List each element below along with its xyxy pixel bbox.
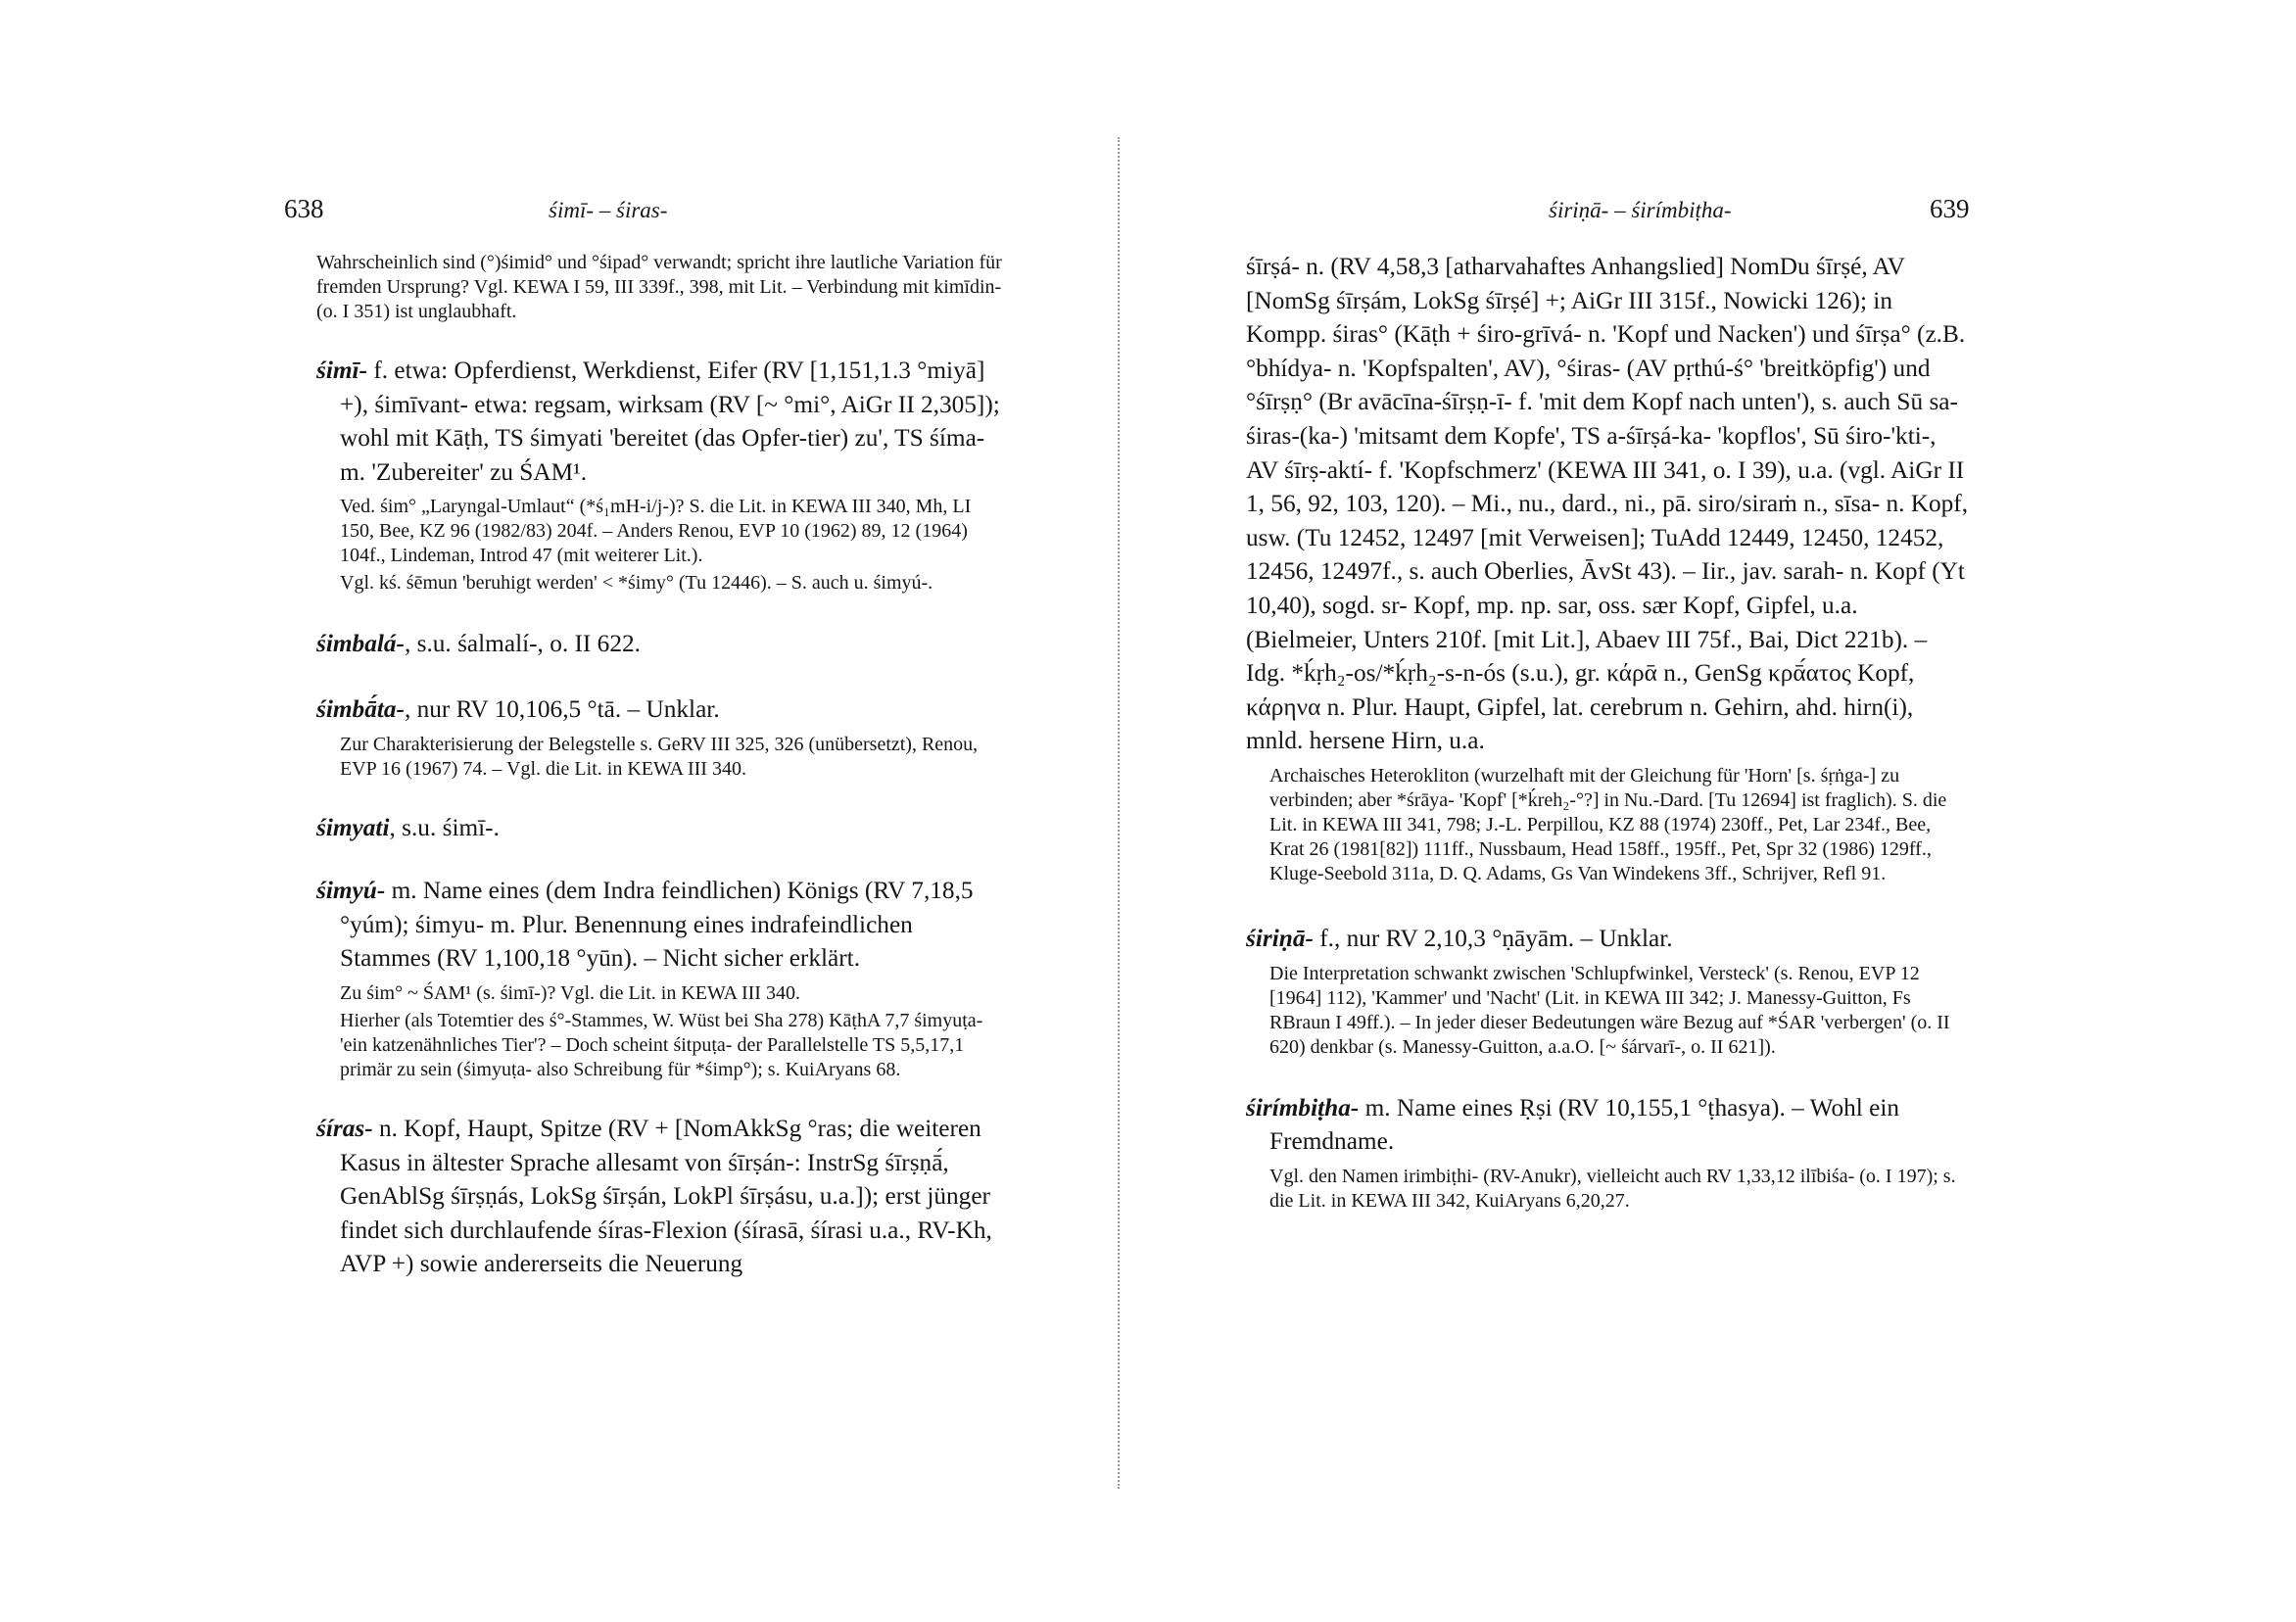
entry-note: Zu śim° ~ ŚAM¹ (s. śimī-)? Vgl. die Lit. in KEWA III 340. xyxy=(340,981,800,1004)
entry-text: m. Name eines (dem Indra feindlichen) Königs (RV 7,18,5 °yúm); śimyu- m. Plur. Benennung eines indrafeindlichen Stammes (RV 1,100,18 °yūn). – Nicht sicher erklärt. xyxy=(340,877,974,973)
page-number: 638 xyxy=(284,194,324,223)
entry-note: Zur Charakterisierung der Belegstelle s. GeRV III 325, 326 (unübersetzt), Renou, EVP 16 (1967) 74. – Vgl. die Lit. in KEWA III 340. xyxy=(340,733,979,780)
entry-text: m. Name eines Ṛṣi (RV 10,155,1 °ṭhasya). – Wohl ein Fremdname. xyxy=(1269,1093,1900,1156)
entry-note: Archaisches Heterokliton (wurzelhaft mit der Gleichung für 'Horn' [s. śṛṅga-] zu verbinden; aber *śrāya- 'Kopf' [*ḱreh₂-°?] in Nu.-Dard. [Tu 12694] ist fraglich). S. die Lit. in KEWA III 341, 798; J.-L. Perpillou, KZ 88 (1974) 230ff., Pet, Lar 234f., Bee, Krat 26 (1981[82]) 111ff., Nussbaum, Head 158ff., 195ff., Pet, Spr 32 (1986) 129ff., Kluge-Seebold 311a, D. Q. Adams, Gs Van Windekens 3ff., Schrijver, Refl 91. xyxy=(1269,764,1947,884)
entry-note: Vgl. den Namen irimbiṭhi- (RV-Anukr), vielleicht auch RV 1,33,12 ilībiśa- (o. I 197); s. die Lit. in KEWA III 342, KuiAryans 6,20,27. xyxy=(1269,1165,1956,1212)
entry-text: , nur RV 10,106,5 °tā. – Unklar. xyxy=(404,694,720,723)
entry-siras-continued xyxy=(1246,250,1969,886)
entry-text: , s.u. śalmalí-, o. II 622. xyxy=(404,630,641,658)
entry-sirina xyxy=(1246,922,1969,1060)
entry-headword: śimbā́ta- xyxy=(316,694,405,723)
entry-headword: śimbalá- xyxy=(316,630,405,658)
entry-headword: śimī- xyxy=(316,357,368,384)
entry-simbala xyxy=(316,627,1006,661)
entry-headword: śimyati xyxy=(316,813,390,841)
entry-text: f., nur RV 2,10,3 °ṇāyām. – Unklar. xyxy=(1313,924,1673,952)
entry-text: f. etwa: Opferdienst, Werkdienst, Eifer (RV [1,151,1.3 °miyā] +), śimīvant- etwa: regsam, wirksam (RV [~ °mi°, AiGr II 2,305]); wohl mit Kāṭh, TS śimyati 'bereitet (das Opfer-tier) zu', TS śíma- m. 'Zubereiter' zu ŚAM¹. xyxy=(340,357,1000,486)
entry-headword: śiriṇā- xyxy=(1246,924,1314,952)
page-number: 639 xyxy=(1930,194,1970,223)
entry-note: Hierher (als Totemtier des ś°-Stammes, W. Wüst bei Sha 278) KāṭhA 7,7 śimyuṭa- 'ein katzenähnliches Tier'? – Doch scheint śitpuṭa- der Parallelstelle TS 5,5,17,1 primär zu sein (śimyuṭa- also Schreibung für *śimp°); s. KuiAryans 68. xyxy=(340,1009,983,1080)
entry-simyati xyxy=(316,811,1006,845)
entry-siras xyxy=(316,1112,1006,1281)
entry-headword: śimyú- xyxy=(316,877,386,905)
intro-note: Wahrscheinlich sind (°)śimid° und °śipad° verwandt; spricht ihre lautliche Variation für fremden Ursprung? Vgl. KEWA I 59, III 339f., 398, mit Lit. – Verbindung mit kimīdin- (o. I 351) ist unglaubhaft. xyxy=(316,252,1002,322)
entry-simbata xyxy=(316,692,1006,782)
entry-simyu xyxy=(316,874,1006,1082)
entry-sirimbitha xyxy=(1246,1091,1969,1214)
entry-text: n. Kopf, Haupt, Spitze (RV + [NomAkkSg °ras; die weiteren Kasus in ältester Sprache allesamt von śīrṣán-: InstrSg śīrṣṇā́, GenAblSg śīrṣṇás, LokSg śīrṣán, LokPl śīrṣásu, u.a.]); erst jünger findet sich durchlaufende śíras-Flexion (śírasā, śírasi u.a., RV-Kh, AVP +) sowie andererseits die Neuerung xyxy=(340,1114,992,1278)
right-column xyxy=(1246,250,1969,1214)
entry-text: , s.u. śimī-. xyxy=(389,813,500,841)
entry-text: śīrṣá- n. (RV 4,58,3 [atharvahaftes Anhangslied] NomDu śīrṣé, AV [NomSg śīrṣám, LokSg śīrṣé] +; AiGr III 315f., Nowicki 126); in Kompp. śiras° (Kāṭh + śiro-grīvá- n. 'Kopf und Nacken') und śīrṣa° (z.B. °bhídya- n. 'Kopfspalten', AV), °śiras- (AV pṛthú-ś° 'breitköpfig') und °śīrṣṇ° (Br avācīna-śīrṣṇ-ī- f. 'mit dem Kopf nach unten'), s. auch Sū sa-śiras-(ka-) 'mitsamt dem Kopfe', TS a-śīrṣá-ka- 'kopflos', Sū śiro-'kti-, AV śīrṣ-aktí- f. 'Kopfschmerz' (KEWA III 341, o. I 39), u.a. (vgl. AiGr II 1, 56, 92, 103, 120). – Mi., nu., dard., ni., pā. siro/siraṁ n., sīsa- n. Kopf, usw. (Tu 12452, 12497 [mit Verweisen]; TuAdd 12449, 12450, 12452, 12456, 12497f., s. auch Oberlies, ĀvSt 43). – Iir., jav. sarah- n. Kopf (Yt 10,40), sogd. sr- Kopf, mp. np. sar, oss. sær Kopf, Gipfel, u.a. (Bielmeier, Unters 210f. [mit Lit.], Abaev III 75f., Bai, Dict 221b). – Idg. *ḱṛh₂-os/*ḱṛh₂-s-n-ós (s.u.), gr. κάρᾱ n., GenSg κρᾱ́ατος Kopf, κάρηνα n. Plur. Haupt, Gipfel, lat. cerebrum n. Gehirn, ahd. hirn(i), mnld. hersene Hirn, u.a. xyxy=(1246,253,1969,755)
running-head: śimī- – śiras- xyxy=(549,198,668,222)
entry-simi xyxy=(316,354,1006,596)
running-head: śiriṇā- – śirímbiṭha- xyxy=(1549,198,1732,222)
entry-note: Ved. śim° „Laryngal-Umlaut“ (*ś₁mH-i/j-)? S. die Lit. in KEWA III 340, Mh, LI 150, Bee, KZ 96 (1982/83) 204f. – Anders Renou, EVP 10 (1962) 89, 12 (1964) 104f., Lindeman, Introd 47 (mit weiterer Lit.). xyxy=(340,496,972,567)
right-page xyxy=(1148,0,2296,1622)
left-column xyxy=(316,251,1006,1281)
entry-note: Vgl. kś. śēmun 'beruhigt werden' < *śimy° (Tu 12446). – S. auch u. śimyú-. xyxy=(340,572,933,595)
entry-headword: śirímbiṭha- xyxy=(1246,1093,1360,1121)
entry-headword: śíras- xyxy=(316,1114,373,1142)
entry-note: Die Interpretation schwankt zwischen 'Schlupfwinkel, Versteck' (s. Renou, EVP 12 [1964] 112), 'Kammer' und 'Nacht' (Lit. in KEWA III 342; J. Manessy-Guitton, Fs RBraun I 49ff.). – In jeder dieser Bedeutungen wäre Bezug auf *ŚAR 'verbergen' (o. II 620) denkbar (s. Manessy-Guitton, a.a.O. [~ śárvarī-, o. II 621]). xyxy=(1269,962,1950,1058)
